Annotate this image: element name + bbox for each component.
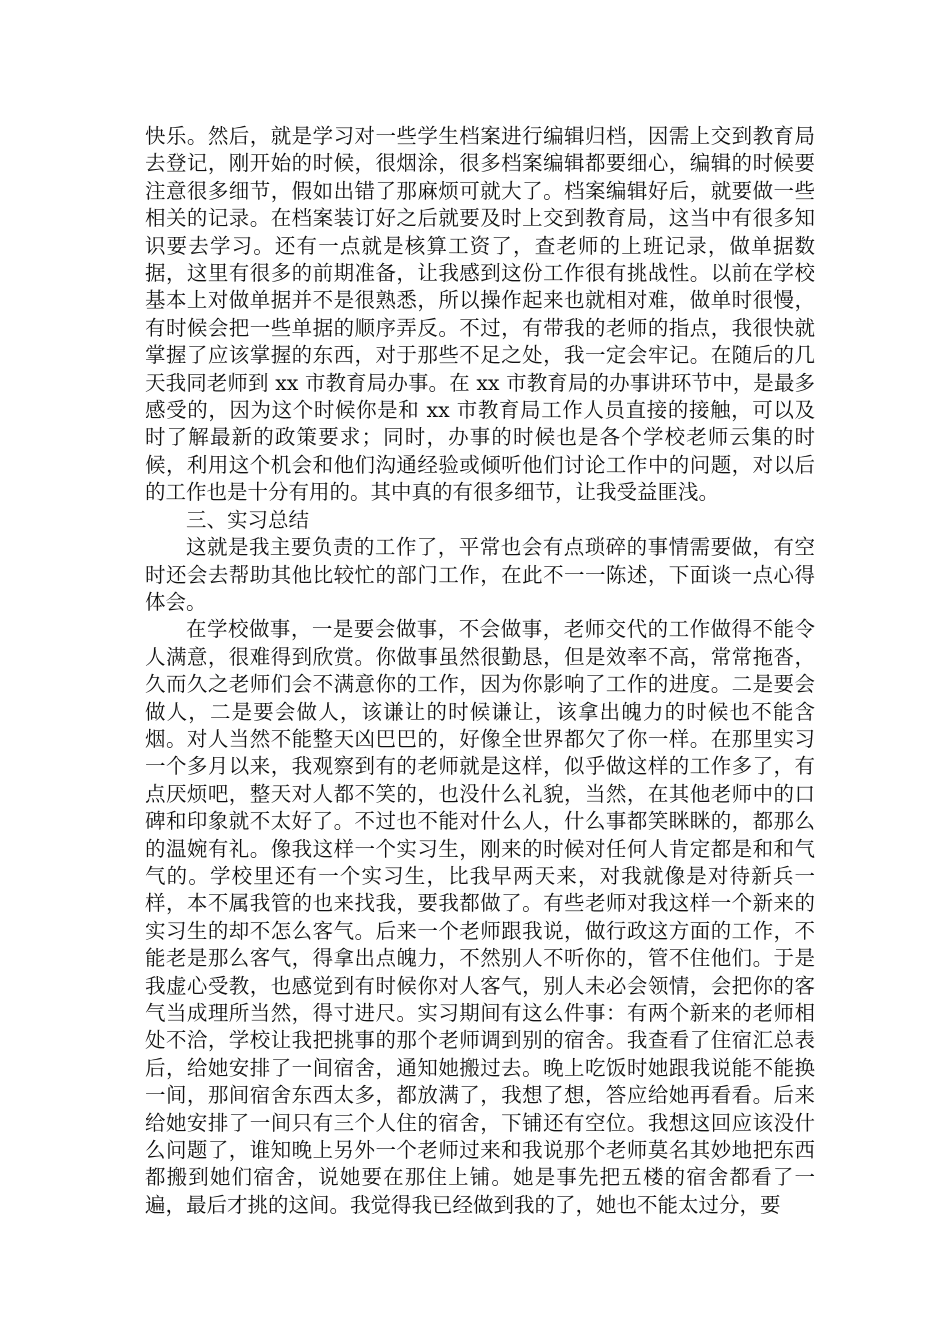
body-paragraph-1: 快乐。然后，就是学习对一些学生档案进行编辑归档，因需上交到教育局去登记，刚开始的时候，很烟涂，很多档案编辑都要细心，编辑的时候要注意很多细节，假如出错了那麻烦可就大了。档案编辑好后，就要做一些相关的记录。在档案装订好之后就要及时上交到教育局，这当中有很多知识要去学习。还有一点就是核算工资了，查老师的上班记录，做单据数据，这里有很多的前期准备，让我感到这份工作很有挑战性。以前在学校基本上对做单据并不是很熟悉，所以操作起来也就相对难，做单时很慢，有时候会把一些单据的顺序弄反。不过，有带我的老师的指点，我很快就掌握了应该掌握的东西，对于那些不足之处，我一定会牢记。在随后的几天我同老师到 xx 市教育局办事。在 xx 市教育局的办事讲环节中，是最多感受的，因为这个时候你是和 xx 市教育局工作人员直接的接触，可以及时了解最新的政策要求；同时，办事的时候也是各个学校老师云集的时候，利用这个机会和他们沟通经验或倾听他们讨论工作中的问题，对以后的工作也是十分有用的。其中真的有很多细节，让我受益匪浅。 [145, 124, 815, 505]
section-heading: 三、实习总结 [186, 507, 309, 532]
document-page [145, 123, 815, 1219]
body-paragraph-2: 这就是我主要负责的工作了，平常也会有点琐碎的事情需要做，有空时还会去帮助其他比较忙的部门工作，在此不一一陈述，下面谈一点心得体会。 [145, 535, 815, 614]
body-paragraph-3: 在学校做事，一是要会做事，不会做事，老师交代的工作做得不能令人满意，很难得到欣赏。你做事虽然很勤恳，但是效率不高，常常拖沓，久而久之老师们会不满意你的工作，因为你影响了工作的进度。二是要会做人，二是要会做人，该谦让的时候谦让，该拿出魄力的时候也不能含烟。对人当然不能整天凶巴巴的，好像全世界都欠了你一样。在那里实习一个多月以来，我观察到有的老师就是这样，似乎做这样的工作多了，有点厌烦吧，整天对人都不笑的，也没什么礼貌，当然，在其他老师中的口碑和印象就不太好了。不过也不能对什么人，什么事都笑眯眯的，都那么的温婉有礼。像我这样一个实习生，刚来的时候对任何人肯定都是和和气气的。学校里还有一个实习生，比我早两天来，对我就像是对待新兵一样，本不属我管的也来找我，要我都做了。有些老师对我这样一个新来的实习生的却不怎么客气。后来一个老师跟我说，做行政这方面的工作，不能老是那么客气，得拿出点魄力，不然别人不听你的，管不住他们。于是我虚心受教，也感觉到有时候你对人客气，别人未必会领情，会把你的客气当成理所当然，得寸进尺。实习期间有这么件事：有两个新来的老师相处不洽，学校让我把挑事的那个老师调到别的宿舍。我查看了住宿汇总表后，给她安排了一间宿舍，通知她搬过去。晚上吃饭时她跟我说能不能换一间，那间宿舍东西太多，都放满了，我想了想，答应给她再看看。后来给她安排了一间只有三个人住的宿舍，下铺还有空位。我想这回应该没什么问题了，谁知晚上另外一个老师过来和我说那个老师莫名其妙地把东西都搬到她们宿舍，说她要在那住上铺。她是事先把五楼的宿舍都看了一遍，最后才挑的这间。我觉得我已经做到我的了，她也不能太过分，要 [145, 617, 815, 1217]
